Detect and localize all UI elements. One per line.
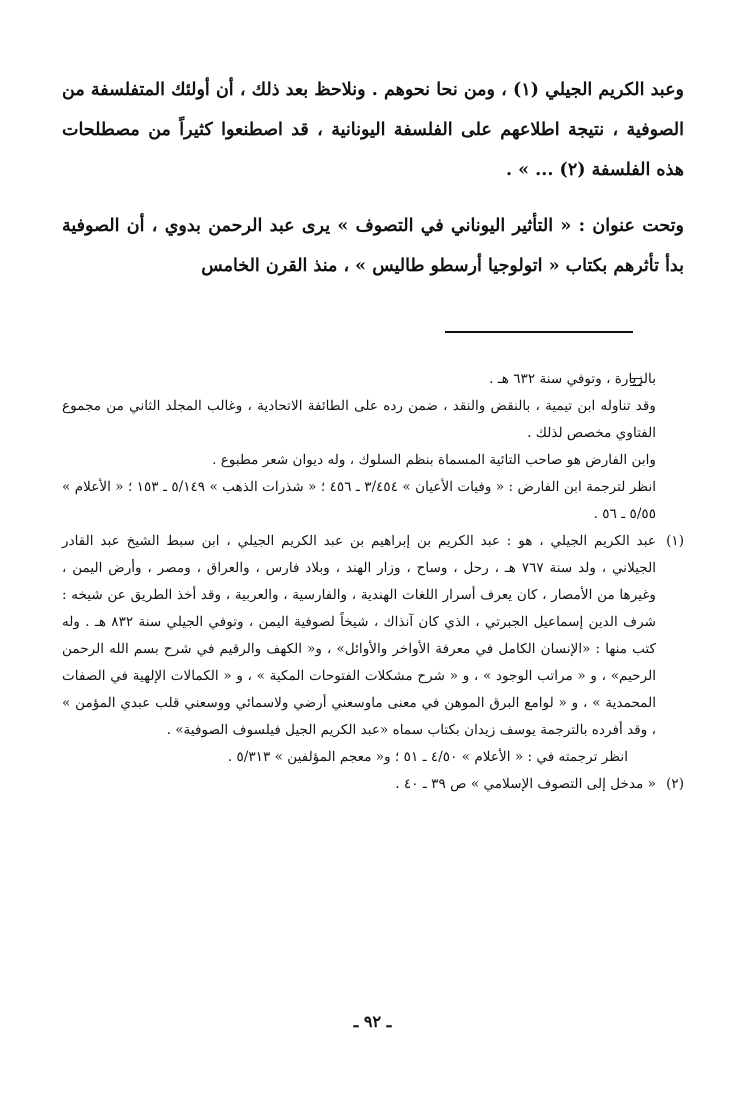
footnote-2: [62, 771, 684, 798]
footnote-1-text: عبد الكريم الجيلي ، هو : عبد الكريم بن إبراهيم بن عبد الكريم الجيلي ، ابن سبط الشيخ عبد القادر الجيلاني ، ولد سنة ٧٦٧ هـ ، رحل ، وساح ، وزار الهند ، وبلاد فارس ، والعراق ، ومصر ، وأرض اليمن ، وغيرها من الأمصار ، كان يعرف أسرار اللغات الهندية ، والفارسية ، والعربية ، وقد أخذ الطريق عن شيخه : شرف الدين إسماعيل الجبرتي ، الذي كان آنذاك ، شيخاً لصوفية اليمن ، وتوفي الجيلي سنة ٨٣٢ هـ . وله كتب منها : «الإنسان الكامل في معرفة الأواخر والأوائل» ، و« الكهف والرقيم في شرح بسم الله الرحمن الرحيم» ، و « مراتب الوجود » ، و « شرح مشكلات الفتوحات المكية » ، و « الكمالات الإلهية في الصفات المحمدية » ، و « لوامع البرق الموهن في معنى ماوسعني أرضي ولاسمائي ووسعني قلب عبدي المؤمن » ، وقد أفرده بالترجمة يوسف زيدان بكتاب سماه «عبد الكريم الجيل فيلسوف الصوفية» .: [62, 533, 656, 738]
page-number: ـ ٩٢ ـ: [353, 1012, 392, 1031]
footnote-2-text: « مدخل إلى التصوف الإسلامي » ص ٣٩ ـ ٤٠ .: [395, 776, 656, 792]
body-paragraph-1: وعبد الكريم الجيلي (١) ، ومن نحا نحوهم . ونلاحظ بعد ذلك ، أن أولئك المتفلسفة من الصوفية ، نتيجة اطلاعهم على الفلسفة اليونانية ، قد اصطنعوا كثيراً من مصطلحات هذه الفلسفة (٢) ... » .: [62, 80, 684, 180]
footnote-1: [62, 528, 684, 771]
footnotes: [62, 366, 684, 798]
footnote-continued-line: وقد تناوله ابن تيمية ، بالنقض والنقد ، ضمن رده على الطائفة الاتحادية ، وغالب المجلد الثاني من مجموع الفتاوي مخصص لذلك .: [62, 398, 656, 441]
footnote-continued-line: بالزيارة ، وتوفي سنة ٦٣٢ هـ .: [489, 371, 656, 387]
main-text: [62, 70, 684, 286]
footnote-continued-line: وابن الفارض هو صاحب التائية المسماة بنظم السلوك ، وله ديوان شعر مطبوع .: [212, 452, 656, 468]
footnote-separator: [445, 331, 633, 333]
body-paragraph-2: وتحت عنوان : « التأثير اليوناني في التصوف » يرى عبد الرحمن بدوي ، أن الصوفية بدأ تأثرهم بكتاب « اتولوجيا أرسطو طاليس » ، منذ القرن الخامس: [62, 216, 684, 276]
footnote-2-marker: (٢): [666, 776, 684, 792]
footnote-1-marker: (١): [666, 533, 684, 549]
footnote-1-reference: انظر ترجمته في : « الأعلام » ٤/٥٠ ـ ٥١ ؛ و« معجم المؤلفين » ٥/٣١٣ .: [227, 749, 628, 765]
footnote-continued-line: انظر لترجمة ابن الفارض : « وفيات الأعيان » ٣/٤٥٤ ـ ٤٥٦ ؛ « شذرات الذهب » ٥/١٤٩ ـ ١٥٣ ؛ « الأعلام » ٥/٥٥ ـ ٥٦ .: [62, 479, 657, 522]
